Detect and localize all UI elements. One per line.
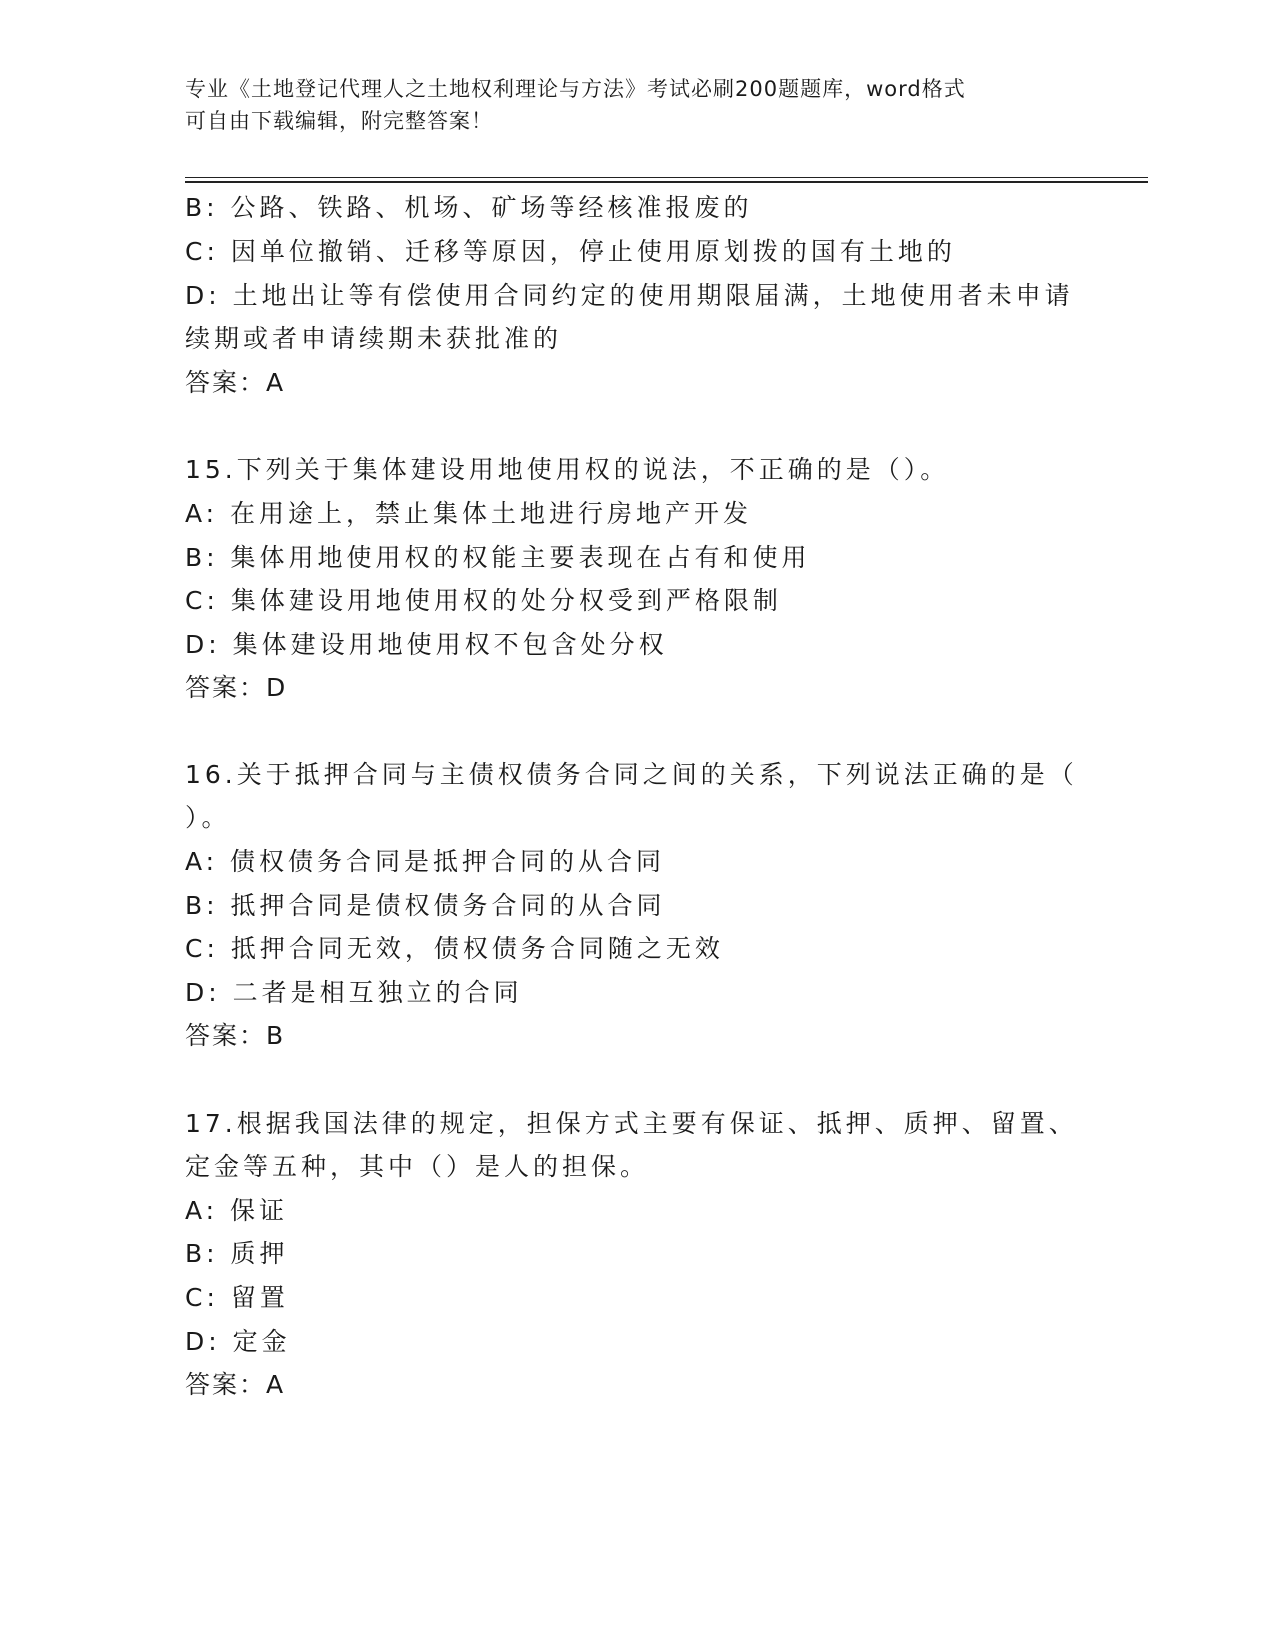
q14-option-c: C: 因单位撤销、迁移等原因，停止使用原划拨的国有土地的 xyxy=(185,237,956,266)
q16-answer: 答案：B xyxy=(185,1021,286,1050)
q17-stem-line-2: 定金等五种，其中（）是人的担保。 xyxy=(185,1152,650,1181)
q17-stem-line-1: 17.根据我国法律的规定，担保方式主要有保证、抵押、质押、留置、 xyxy=(185,1109,1078,1138)
q17-answer: 答案：A xyxy=(185,1370,286,1399)
q17-option-d: D: 定金 xyxy=(185,1327,291,1356)
header-line-1: 专业《土地登记代理人之土地权利理论与方法》考试必刷200题题库，word格式 xyxy=(185,77,966,101)
q15-stem: 15.下列关于集体建设用地使用权的说法，不正确的是（）。 xyxy=(185,455,950,484)
q15-option-a: A: 在用途上，禁止集体土地进行房地产开发 xyxy=(185,499,753,528)
q15-answer: 答案：D xyxy=(185,673,288,702)
header-divider-bottom xyxy=(185,181,1148,183)
q15-option-d: D: 集体建设用地使用权不包含处分权 xyxy=(185,630,668,659)
document-header xyxy=(185,73,1065,137)
q16-option-d: D: 二者是相互独立的合同 xyxy=(185,978,523,1007)
q17-option-c: C: 留置 xyxy=(185,1283,289,1312)
q16-stem-line-1: 16.关于抵押合同与主债权债务合同之间的关系，下列说法正确的是（ xyxy=(185,760,1078,789)
header-divider-top xyxy=(185,177,1148,178)
q14-option-b: B: 公路、铁路、机场、矿场等经核准报废的 xyxy=(185,193,753,222)
q17-option-a: A: 保证 xyxy=(185,1196,289,1225)
q14-answer: 答案：A xyxy=(185,368,286,397)
q16-stem-line-2: ）。 xyxy=(185,803,231,832)
q15-option-b: B: 集体用地使用权的权能主要表现在占有和使用 xyxy=(185,543,811,572)
q15-option-c: C: 集体建设用地使用权的处分权受到严格限制 xyxy=(185,586,782,615)
q17-option-b: B: 质押 xyxy=(185,1239,289,1268)
q16-option-c: C: 抵押合同无效，债权债务合同随之无效 xyxy=(185,934,724,963)
q16-option-b: B: 抵押合同是债权债务合同的从合同 xyxy=(185,891,666,920)
q14-option-d-line-1: D: 土地出让等有偿使用合同约定的使用期限届满，土地使用者未申请 xyxy=(185,281,1074,310)
q16-option-a: A: 债权债务合同是抵押合同的从合同 xyxy=(185,847,666,876)
q14-option-d-line-2: 续期或者申请续期未获批准的 xyxy=(185,324,563,353)
header-line-2: 可自由下载编辑，附完整答案！ xyxy=(185,109,493,133)
